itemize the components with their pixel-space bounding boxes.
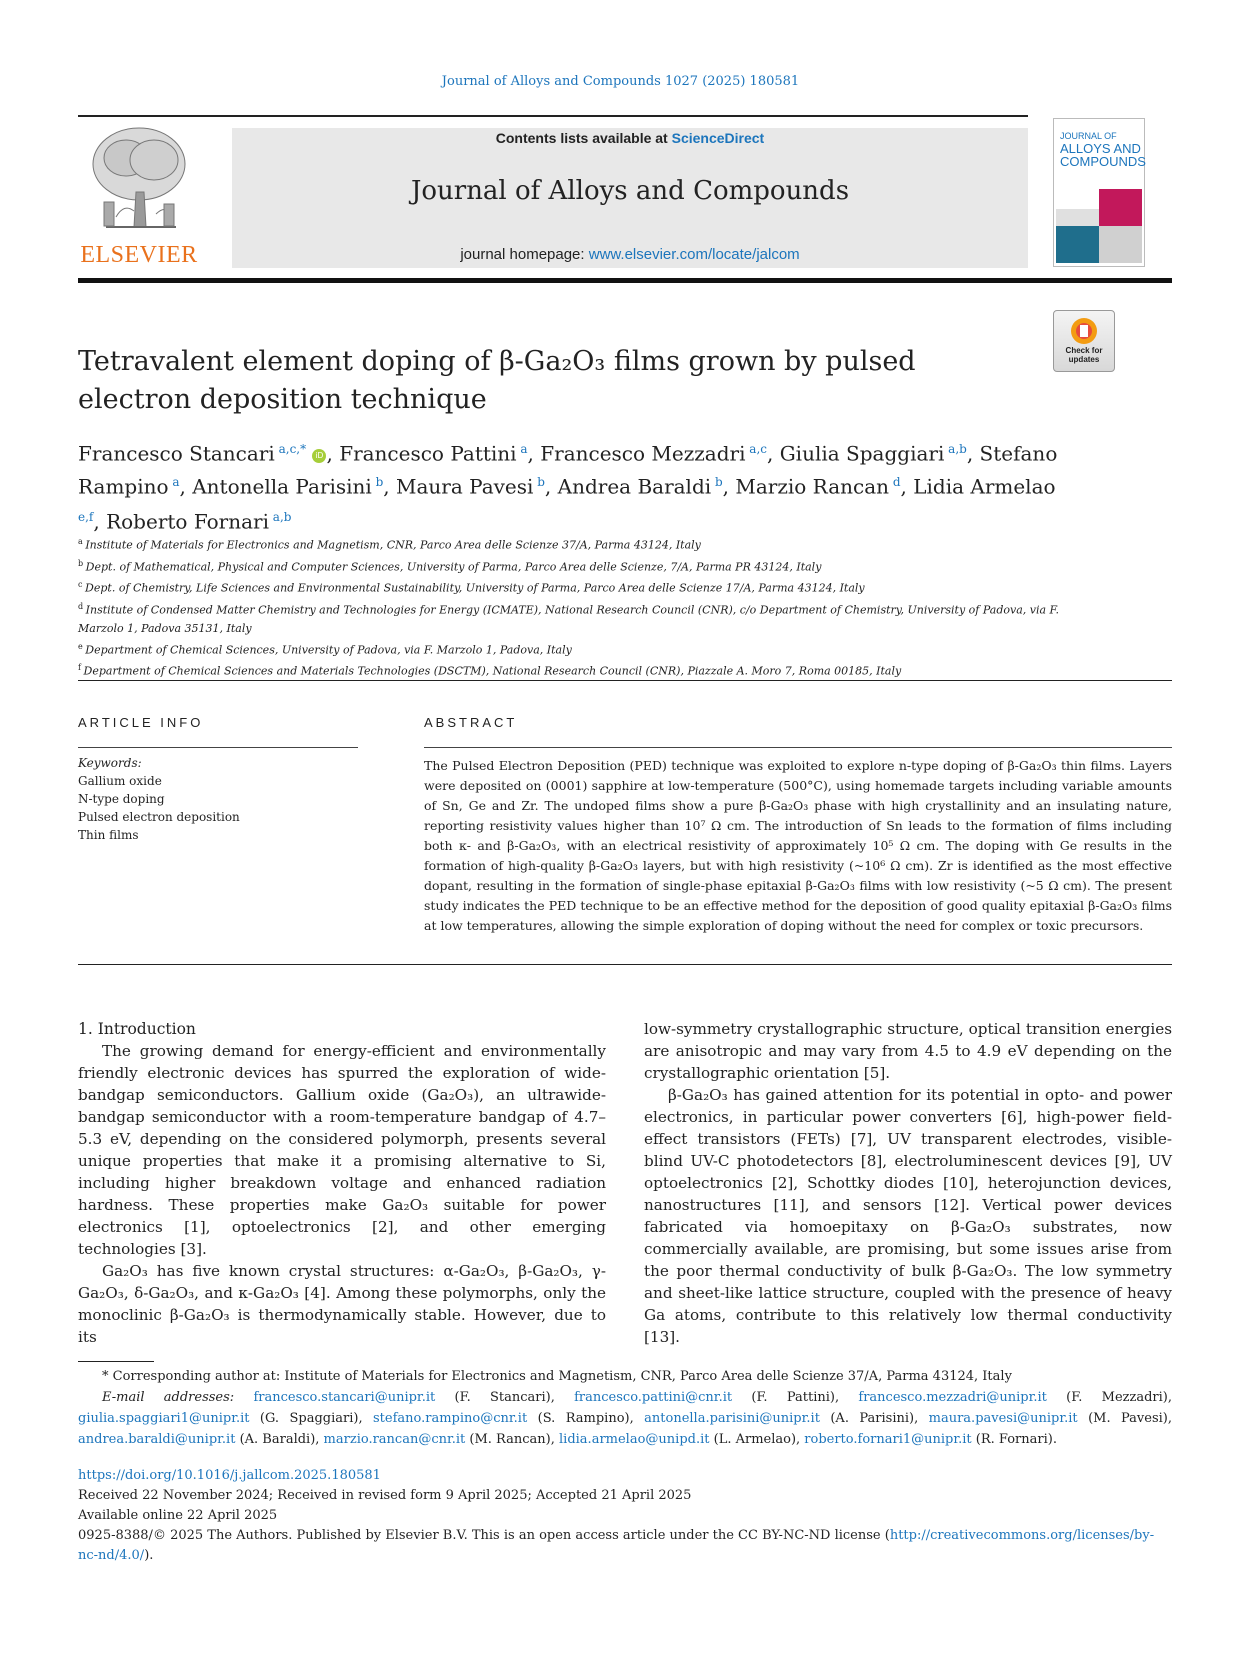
- body-right-column: [644, 1018, 1172, 1348]
- affiliation-text: Dept. of Chemistry, Life Sciences and Environmental Sustainability, University of Parma, Parco Area delle Scienze 17/A, Parma 43124, Italy: [85, 581, 865, 595]
- publication-info: [78, 1466, 1172, 1566]
- journal-cover-thumbnail[interactable]: [1053, 118, 1145, 267]
- article-info-heading: ARTICLE INFO: [78, 715, 204, 730]
- email-link[interactable]: marzio.rancan@cnr.it: [323, 1432, 466, 1447]
- affiliation-marker: f: [78, 663, 84, 673]
- author-affiliation-marker[interactable]: a,c: [745, 442, 767, 456]
- affiliation-item: [78, 555, 1078, 577]
- email-link[interactable]: roberto.fornari1@unipr.it: [804, 1432, 972, 1447]
- homepage-line: [232, 246, 1028, 263]
- body-paragraph: β-Ga₂O₃ has gained attention for its potential in opto- and power electronics, in particular power converters [6], high-power field-effect transistors (FETs) [7], UV transparent electrodes, visible-blind UV-C photodetectors [8], electroluminescent devices [9], UV optoelectronics [2], Schottky diodes [10], heterojunction devices, nanostructures [11], and sensors [12]. Vertical power devices fabricated via homoepitaxy on β-Ga₂O₃ substrates, now commercially available, are promising, but some issues arise from the poor thermal conductivity of bulk β-Ga₂O₃. The low symmetry and sheet-like lattice structure, coupled with the presence of heavy Ga atoms, contribute to this relatively low thermal conductivity [13].: [644, 1086, 1172, 1346]
- elsevier-logo[interactable]: [78, 122, 200, 267]
- affiliation-item: [78, 576, 1078, 598]
- author-affiliation-marker[interactable]: b: [533, 474, 545, 489]
- author-affiliation-marker[interactable]: a,b: [268, 510, 292, 525]
- corresponding-author-note: * Corresponding author at: Institute of Materials for Electronics and Magnetism, CNR, Parco Area delle Scienze 37/A, Parma 43124, Italy: [102, 1369, 1012, 1384]
- header-thick-rule: [78, 278, 1172, 283]
- email-owner: (M. Pavesi),: [1077, 1411, 1172, 1426]
- license-suffix: ).: [144, 1548, 154, 1563]
- cover-title: [1060, 131, 1146, 168]
- available-online: Available online 22 April 2025: [78, 1508, 278, 1523]
- journal-reference-link[interactable]: Journal of Alloys and Compounds 1027 (2025) 180581: [441, 74, 800, 89]
- author-name[interactable]: Stefano Rampino: [78, 441, 1058, 499]
- affiliation-marker: c: [78, 580, 86, 590]
- email-owner: (G. Spaggiari),: [249, 1411, 374, 1426]
- affiliation-item: [78, 533, 1078, 555]
- author-affiliation-marker[interactable]: d: [889, 474, 901, 489]
- header-rule: [78, 115, 1028, 117]
- abstract-bottom-rule: [78, 964, 1172, 965]
- keyword[interactable]: Gallium oxide: [78, 774, 162, 788]
- email-owner: (F. Pattini),: [732, 1390, 859, 1405]
- affiliation-text: Institute of Materials for Electronics and Magnetism, CNR, Parco Area delle Scienze 37/A, Parma 43124, Italy: [85, 538, 701, 552]
- author-affiliation-marker[interactable]: a,b: [944, 442, 967, 456]
- author-name[interactable]: Roberto Fornari: [106, 509, 269, 534]
- journal-banner: [232, 128, 1028, 268]
- email-link[interactable]: francesco.pattini@cnr.it: [574, 1390, 733, 1405]
- email-owner: (M. Rancan),: [465, 1432, 560, 1447]
- affiliation-text: Department of Chemical Sciences, University of Padova, via F. Marzolo 1, Padova, Italy: [85, 643, 572, 657]
- affiliation-list: [78, 533, 1078, 681]
- email-owner: (A. Parisini),: [819, 1411, 929, 1426]
- doi-link[interactable]: https://doi.org/10.1016/j.jallcom.2025.180581: [78, 1468, 381, 1483]
- section-heading-introduction: 1. Introduction: [78, 1020, 196, 1038]
- affiliation-text: Institute of Condensed Matter Chemistry and Technologies for Energy (ICMATE), National Research Council (CNR), c/o Department of Chemistry, University of Padova, via F. Marzolo 1, Padova 35131, Italy: [78, 603, 1059, 635]
- author-affiliation-marker[interactable]: b: [711, 474, 723, 489]
- author-affiliation-marker[interactable]: a,c,*: [274, 442, 307, 456]
- history-dates: Received 22 November 2024; Received in revised form 9 April 2025; Accepted 21 April 2025: [78, 1488, 692, 1503]
- email-owner: (L. Armelao),: [709, 1432, 805, 1447]
- body-paragraph: low-symmetry crystallographic structure, optical transition energies are anisotropic and may vary from 4.5 to 4.9 eV depending on the crystallographic orientation [5].: [644, 1020, 1172, 1082]
- author-name[interactable]: Maura Pavesi: [396, 474, 534, 499]
- affiliation-marker: d: [78, 601, 86, 611]
- email-owner: (R. Fornari).: [971, 1432, 1057, 1447]
- affiliation-item: [78, 598, 1078, 638]
- cover-tiles-graphic: [1056, 189, 1142, 263]
- elsevier-tree-icon: [86, 122, 192, 240]
- article-title: Tetravalent element doping of β-Ga₂O₃ films grown by pulsed electron deposition technique: [78, 346, 916, 415]
- keywords-block: [78, 754, 358, 844]
- email-link[interactable]: giulia.spaggiari1@unipr.it: [78, 1411, 250, 1426]
- check-for-updates-button[interactable]: [1053, 310, 1115, 372]
- affiliation-item: [78, 638, 1078, 660]
- email-link[interactable]: andrea.baraldi@unipr.it: [78, 1432, 236, 1447]
- section-rule: [78, 680, 1172, 681]
- homepage-link[interactable]: www.elsevier.com/locate/jalcom: [588, 246, 800, 263]
- affiliation-marker: e: [78, 641, 86, 651]
- keyword[interactable]: Thin films: [78, 828, 139, 842]
- author-affiliation-marker[interactable]: a: [168, 474, 180, 489]
- abstract-text: The Pulsed Electron Deposition (PED) technique was exploited to explore n-type doping of β-Ga₂O₃ thin films. Layers were deposited on (0001) sapphire at low-temperature (500°C), using homemade targets including variable amounts of Sn, Ge and Zr. The undoped films show a pure β-Ga₂O₃ phase with high crystallinity and an insulating nature, reporting resistivity values higher than 10⁷ Ω cm. The introduction of Sn leads to the formation of films including both κ- and β-Ga₂O₃, with an electrical resistivity of approximately 10⁵ Ω cm. The doping with Ge results in the formation of high-quality β-Ga₂O₃ layers, but with high resistivity (~10⁶ Ω cm). Zr is identified as the most effective dopant, resulting in the formation of single-phase epitaxial β-Ga₂O₃ films with low resistivity (~5 Ω cm). The present study indicates the PED technique to be an effective method for the deposition of good quality epitaxial β-Ga₂O₃ films at low temperatures, allowing the simple exploration of doping without the need for complex or toxic precursors.: [424, 758, 1172, 933]
- email-owner: (F. Stancari),: [435, 1390, 575, 1405]
- journal-title: Journal of Alloys and Compounds: [410, 176, 850, 206]
- author-name[interactable]: Lidia Armelao: [913, 474, 1056, 499]
- email-link[interactable]: lidia.armelao@unipd.it: [559, 1432, 710, 1447]
- keyword[interactable]: N-type doping: [78, 792, 165, 806]
- check-updates-label: Check for updates: [1065, 346, 1103, 364]
- cover-title-line2: ALLOYS AND: [1060, 141, 1141, 156]
- cover-title-line1: JOURNAL OF: [1060, 131, 1117, 141]
- body-left-column: [78, 1018, 606, 1348]
- footnote-rule: [78, 1361, 154, 1362]
- homepage-prefix: journal homepage:: [460, 246, 589, 263]
- author-affiliation-marker[interactable]: e,f: [78, 510, 94, 525]
- check-updates-icon: [1054, 313, 1114, 349]
- email-owner: (A. Baraldi),: [235, 1432, 324, 1447]
- sciencedirect-link[interactable]: ScienceDirect: [671, 130, 765, 146]
- author-name[interactable]: Antonella Parisini: [192, 474, 372, 499]
- keyword[interactable]: Pulsed electron deposition: [78, 810, 240, 824]
- email-owner: (S. Rampino),: [527, 1411, 645, 1426]
- email-label: E-mail addresses:: [102, 1390, 254, 1405]
- abstract-heading: ABSTRACT: [424, 715, 518, 730]
- contents-prefix: Contents lists available at: [495, 130, 672, 146]
- author-name[interactable]: Andrea Baraldi: [557, 474, 712, 499]
- affiliation-marker: a: [78, 537, 86, 546]
- contents-line: [232, 130, 1028, 146]
- keywords-label: Keywords:: [78, 756, 142, 770]
- author-name[interactable]: Francesco Mezzadri: [540, 441, 746, 466]
- article-info-rule: [78, 747, 358, 748]
- abstract-rule: [424, 747, 1172, 748]
- affiliation-marker: b: [78, 558, 86, 568]
- email-link[interactable]: francesco.stancari@unipr.it: [253, 1390, 436, 1405]
- license-link[interactable]: http://creativecommons.org/licenses/by-nc-nd/4.0/: [78, 1528, 1155, 1563]
- email-owner: (F. Mezzadri),: [1046, 1390, 1172, 1405]
- author-name[interactable]: Francesco Stancari: [78, 441, 275, 466]
- email-link[interactable]: francesco.mezzadri@unipr.it: [858, 1390, 1047, 1405]
- email-link[interactable]: stefano.rampino@cnr.it: [373, 1411, 528, 1426]
- email-addresses: [78, 1387, 1172, 1450]
- email-link[interactable]: antonella.parisini@unipr.it: [644, 1411, 820, 1426]
- footnote-block: [78, 1366, 1172, 1450]
- license-prefix: 0925-8388/© 2025 The Authors. Published by Elsevier B.V. This is an open access article under the CC BY-NC-ND license (: [78, 1528, 890, 1543]
- orcid-icon[interactable]: iD: [312, 449, 326, 463]
- affiliation-text: Dept. of Mathematical, Physical and Computer Sciences, University of Parma, Parco Area delle Scienze, 7/A, Parma PR 43124, Italy: [85, 560, 822, 574]
- author-name[interactable]: Giulia Spaggiari: [779, 441, 945, 466]
- author-name[interactable]: Francesco Pattini: [339, 441, 517, 466]
- author-affiliation-marker[interactable]: b: [371, 474, 384, 489]
- elsevier-wordmark: ELSEVIER: [80, 242, 198, 268]
- affiliation-item: [78, 659, 1078, 681]
- author-name[interactable]: Marzio Rancan: [735, 474, 889, 499]
- body-paragraph: The growing demand for energy-efficient and environmentally friendly electronic devices has spurred the exploration of wide-bandgap semiconductors. Gallium oxide (Ga₂O₃), an ultrawide-bandgap semiconductor with a room-temperature bandgap of 4.7–5.3 eV, depending on the considered polymorph, presents several unique properties that make it a promising alternative to Si, including higher breakdown voltage and enhanced radiation hardness. These properties make Ga₂O₃ suitable for power electronics [1], optoelectronics [2], and other emerging technologies [3].: [78, 1042, 606, 1258]
- author-affiliation-marker[interactable]: a: [516, 442, 528, 456]
- cover-title-line3: COMPOUNDS: [1060, 154, 1146, 169]
- author-list: Francesco Stancari $^{a,c,*}$ iD , Francesco Pattini $^a$, Francesco Mezzadri $^{a,c}$, Giulia Spaggiari $^{a,b}$, Stefano Rampino $^a$, Antonella Parisini $^b$, Maura Pavesi $^b$, Andrea Baraldi $^b$, Marzio Rancan $^d$, Lidia Armelao $^{e,f}$, Roberto Fornari $^{a,b}$: [78, 441, 1058, 534]
- affiliation-text: Department of Chemical Sciences and Materials Technologies (DSCTM), National Research Council (CNR), Piazzale A. Moro 7, Roma 00185, Italy: [83, 664, 902, 678]
- license-statement: [78, 1526, 1172, 1566]
- body-paragraph: Ga₂O₃ has five known crystal structures: α-Ga₂O₃, β-Ga₂O₃, γ-Ga₂O₃, δ-Ga₂O₃, and κ-Ga₂O₃ [4]. Among these polymorphs, only the monoclinic β-Ga₂O₃ is thermodynamically stable. However, due to its: [78, 1262, 606, 1346]
- email-link[interactable]: maura.pavesi@unipr.it: [928, 1411, 1078, 1426]
